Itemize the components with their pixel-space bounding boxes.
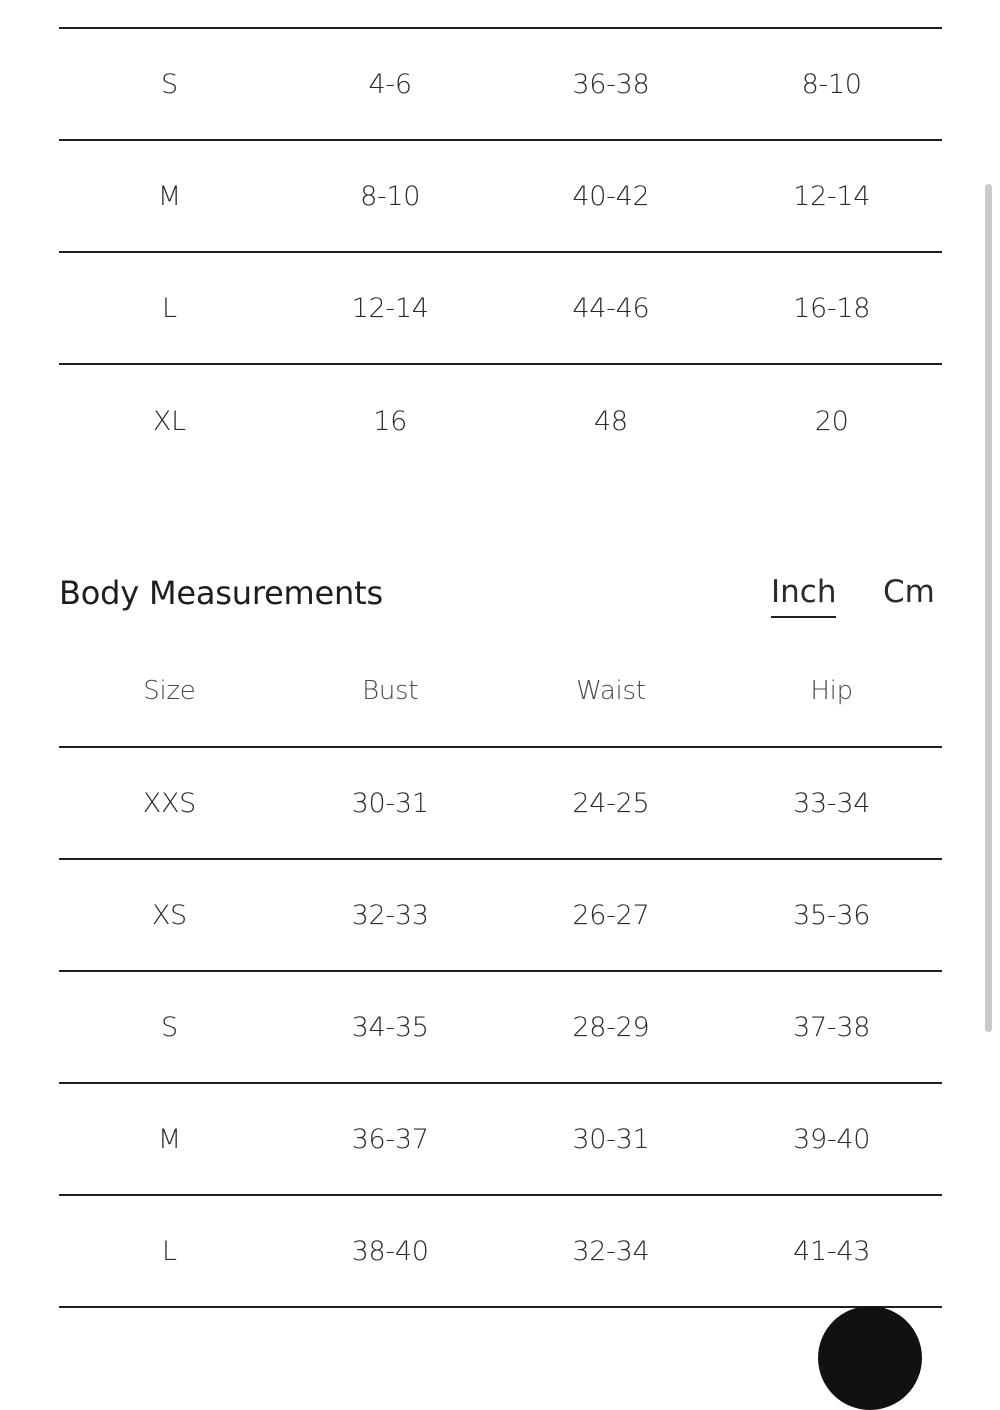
hip-cell: 37-38 bbox=[793, 1011, 871, 1043]
body-measurements-title: Body Measurements bbox=[59, 574, 383, 612]
table-row bbox=[59, 365, 942, 477]
table-row bbox=[59, 29, 942, 141]
table-cell: 8-10 bbox=[801, 68, 862, 100]
bust-cell: 34-35 bbox=[351, 1011, 429, 1043]
column-header-size: Size bbox=[143, 676, 196, 706]
unit-toggle-cm[interactable]: Cm bbox=[883, 574, 935, 610]
hip-cell: 33-34 bbox=[793, 787, 871, 819]
waist-cell: 24-25 bbox=[572, 787, 650, 819]
size-cell: S bbox=[160, 68, 178, 100]
size-cell: S bbox=[160, 1011, 178, 1043]
table-cell: 12-14 bbox=[793, 180, 871, 212]
bust-cell: 38-40 bbox=[351, 1235, 429, 1267]
size-cell: XS bbox=[151, 899, 187, 931]
size-conversion-table bbox=[59, 29, 942, 477]
table-row bbox=[59, 860, 942, 972]
size-cell: L bbox=[162, 1235, 177, 1267]
table-cell: 44-46 bbox=[572, 292, 650, 324]
column-header-waist: Waist bbox=[576, 676, 646, 706]
table-row bbox=[59, 972, 942, 1084]
table-cell: 8-10 bbox=[360, 180, 421, 212]
size-cell: M bbox=[157, 180, 181, 212]
waist-cell: 26-27 bbox=[572, 899, 650, 931]
waist-cell: 32-34 bbox=[572, 1235, 650, 1267]
body-measurements-table bbox=[59, 636, 942, 1308]
column-header-bust: Bust bbox=[362, 676, 419, 706]
hip-cell: 41-43 bbox=[793, 1235, 871, 1267]
table-cell: 48 bbox=[593, 405, 628, 437]
table-row bbox=[59, 253, 942, 365]
size-cell: XXS bbox=[142, 787, 196, 819]
chat-button[interactable] bbox=[818, 1306, 922, 1410]
table-row bbox=[59, 1084, 942, 1196]
table-row bbox=[59, 141, 942, 253]
hip-cell: 39-40 bbox=[793, 1123, 871, 1155]
bust-cell: 30-31 bbox=[351, 787, 429, 819]
size-cell: L bbox=[162, 292, 177, 324]
bust-cell: 32-33 bbox=[351, 899, 429, 931]
column-header-hip: Hip bbox=[810, 676, 853, 706]
table-cell: 36-38 bbox=[572, 68, 650, 100]
bust-cell: 36-37 bbox=[351, 1123, 429, 1155]
table-row bbox=[59, 748, 942, 860]
table-cell: 12-14 bbox=[351, 292, 429, 324]
waist-cell: 30-31 bbox=[572, 1123, 650, 1155]
table-header-row bbox=[59, 636, 942, 748]
table-row bbox=[59, 1196, 942, 1308]
table-cell: 20 bbox=[814, 405, 849, 437]
table-cell: 40-42 bbox=[572, 180, 650, 212]
size-cell: XL bbox=[152, 405, 186, 437]
scrollbar-thumb[interactable] bbox=[985, 184, 992, 1032]
size-cell: M bbox=[157, 1123, 181, 1155]
hip-cell: 35-36 bbox=[793, 899, 871, 931]
waist-cell: 28-29 bbox=[572, 1011, 650, 1043]
table-cell: 16-18 bbox=[793, 292, 871, 324]
unit-toggle-inch[interactable]: Inch bbox=[771, 574, 836, 618]
table-cell: 4-6 bbox=[368, 68, 412, 100]
table-cell: 16 bbox=[373, 405, 407, 437]
